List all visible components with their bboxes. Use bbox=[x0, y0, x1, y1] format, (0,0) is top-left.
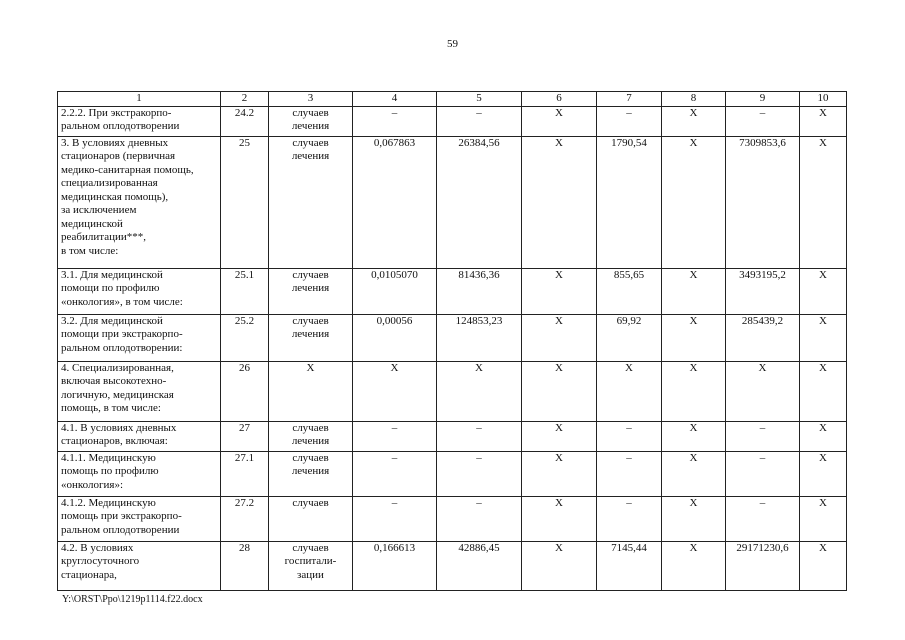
table-cell: 0,00056 bbox=[353, 314, 437, 361]
column-header: 9 bbox=[726, 92, 800, 107]
table-cell: – bbox=[437, 421, 522, 451]
file-path-footer: Y:\ORST\Ppo\1219p1114.f22.docx bbox=[62, 594, 203, 605]
table-cell: Х bbox=[662, 541, 726, 590]
table-cell: – bbox=[726, 421, 800, 451]
table-cell: – bbox=[353, 451, 437, 496]
table-cell: – bbox=[726, 106, 800, 136]
table-cell: Х bbox=[522, 314, 597, 361]
table-cell: 7309853,6 bbox=[726, 136, 800, 268]
table-cell: Х bbox=[800, 136, 847, 268]
row-label-cell: 4.1. В условиях дневных стационаров, включая: bbox=[58, 421, 221, 451]
table-cell: Х bbox=[800, 314, 847, 361]
table-cell: случаев лечения bbox=[269, 451, 353, 496]
table-cell: 855,65 bbox=[597, 268, 662, 314]
table-header-row bbox=[58, 92, 847, 107]
table-cell: Х bbox=[662, 268, 726, 314]
table-cell: – bbox=[437, 451, 522, 496]
table-cell: Х bbox=[800, 106, 847, 136]
table-cell: 27.2 bbox=[221, 496, 269, 541]
table-cell: Х bbox=[800, 496, 847, 541]
table-cell: – bbox=[597, 451, 662, 496]
table-cell: 25.1 bbox=[221, 268, 269, 314]
table-cell: Х bbox=[522, 136, 597, 268]
table-cell: случаев лечения bbox=[269, 421, 353, 451]
column-header: 8 bbox=[662, 92, 726, 107]
table-cell: 285439,2 bbox=[726, 314, 800, 361]
table-cell: 42886,45 bbox=[437, 541, 522, 590]
table-cell: Х bbox=[662, 314, 726, 361]
table-row bbox=[58, 451, 847, 496]
table-cell: Х bbox=[522, 421, 597, 451]
table-cell: 29171230,6 bbox=[726, 541, 800, 590]
table-cell: Х bbox=[800, 268, 847, 314]
column-header: 5 bbox=[437, 92, 522, 107]
table-cell: случаев лечения bbox=[269, 314, 353, 361]
table-cell: Х bbox=[522, 268, 597, 314]
table-cell: – bbox=[597, 106, 662, 136]
table-cell: Х bbox=[800, 421, 847, 451]
row-label-cell: 4. Специализированная, включая высокотехно- логичную, медицинская помощь, в том числе: bbox=[58, 361, 221, 421]
row-label-cell: 4.1.2. Медицинскую помощь при экстракорпо- ральном оплодотворении bbox=[58, 496, 221, 541]
page-number: 59 bbox=[447, 38, 458, 50]
table-cell: Х bbox=[662, 421, 726, 451]
data-table bbox=[57, 91, 847, 591]
table-cell: 25 bbox=[221, 136, 269, 268]
column-header: 1 bbox=[58, 92, 221, 107]
column-header: 10 bbox=[800, 92, 847, 107]
table-cell: 26 bbox=[221, 361, 269, 421]
table-cell: – bbox=[437, 106, 522, 136]
table-row bbox=[58, 421, 847, 451]
table-cell: 81436,36 bbox=[437, 268, 522, 314]
column-header: 4 bbox=[353, 92, 437, 107]
table-cell: – bbox=[597, 496, 662, 541]
row-label-cell: 3.1. Для медицинской помощи по профилю «онкология», в том числе: bbox=[58, 268, 221, 314]
table-cell: – bbox=[726, 451, 800, 496]
table-cell: Х bbox=[662, 136, 726, 268]
table-body bbox=[58, 106, 847, 590]
table-cell: случаев лечения bbox=[269, 268, 353, 314]
table-cell: случаев bbox=[269, 496, 353, 541]
row-label-cell: 3. В условиях дневных стационаров (первичная медико-санитарная помощь, специализированная медицинская помощь), за исключением медицинской реабилитации***, в том числе: bbox=[58, 136, 221, 268]
table-cell: случаев лечения bbox=[269, 136, 353, 268]
table-cell: Х bbox=[800, 361, 847, 421]
table-cell: Х bbox=[800, 451, 847, 496]
table-cell: – bbox=[597, 421, 662, 451]
table-cell: Х bbox=[269, 361, 353, 421]
table-cell: Х bbox=[522, 496, 597, 541]
table-cell: – bbox=[353, 106, 437, 136]
table-row bbox=[58, 496, 847, 541]
table-cell: – bbox=[726, 496, 800, 541]
table-cell: 1790,54 bbox=[597, 136, 662, 268]
table-cell: случаев лечения bbox=[269, 106, 353, 136]
table-cell: Х bbox=[522, 451, 597, 496]
table-cell: 124853,23 bbox=[437, 314, 522, 361]
table-cell: 0,166613 bbox=[353, 541, 437, 590]
table-cell: Х bbox=[662, 451, 726, 496]
row-label-cell: 4.2. В условиях круглосуточного стационара, bbox=[58, 541, 221, 590]
table-cell: 7145,44 bbox=[597, 541, 662, 590]
table-cell: Х bbox=[597, 361, 662, 421]
table-cell: – bbox=[437, 496, 522, 541]
table-cell: 24.2 bbox=[221, 106, 269, 136]
row-label-cell: 3.2. Для медицинской помощи при экстракорпо- ральном оплодотворении: bbox=[58, 314, 221, 361]
table-cell: Х bbox=[437, 361, 522, 421]
table-row bbox=[58, 314, 847, 361]
table-cell: 0,067863 bbox=[353, 136, 437, 268]
table-row bbox=[58, 106, 847, 136]
table-cell: 0,0105070 bbox=[353, 268, 437, 314]
table-cell: Х bbox=[662, 106, 726, 136]
table-cell: Х bbox=[662, 361, 726, 421]
table-row bbox=[58, 541, 847, 590]
column-header: 3 bbox=[269, 92, 353, 107]
table-cell: Х bbox=[522, 541, 597, 590]
table-cell: случаев госпитали- зации bbox=[269, 541, 353, 590]
table-cell: 27.1 bbox=[221, 451, 269, 496]
table-cell: Х bbox=[522, 106, 597, 136]
table-cell: 69,92 bbox=[597, 314, 662, 361]
table-cell: Х bbox=[726, 361, 800, 421]
table-cell: 28 bbox=[221, 541, 269, 590]
row-label-cell: 4.1.1. Медицинскую помощь по профилю «онкология»: bbox=[58, 451, 221, 496]
table-row bbox=[58, 268, 847, 314]
table-cell: Х bbox=[353, 361, 437, 421]
table-cell: 3493195,2 bbox=[726, 268, 800, 314]
row-label-cell: 2.2.2. При экстракорпо- ральном оплодотворении bbox=[58, 106, 221, 136]
table-row bbox=[58, 361, 847, 421]
table-cell: – bbox=[353, 496, 437, 541]
table-cell: Х bbox=[522, 361, 597, 421]
table-cell: 27 bbox=[221, 421, 269, 451]
table-cell: Х bbox=[662, 496, 726, 541]
column-header: 2 bbox=[221, 92, 269, 107]
table-row bbox=[58, 136, 847, 268]
table-cell: Х bbox=[800, 541, 847, 590]
column-header: 6 bbox=[522, 92, 597, 107]
table-cell: – bbox=[353, 421, 437, 451]
table-cell: 26384,56 bbox=[437, 136, 522, 268]
table-cell: 25.2 bbox=[221, 314, 269, 361]
column-header: 7 bbox=[597, 92, 662, 107]
